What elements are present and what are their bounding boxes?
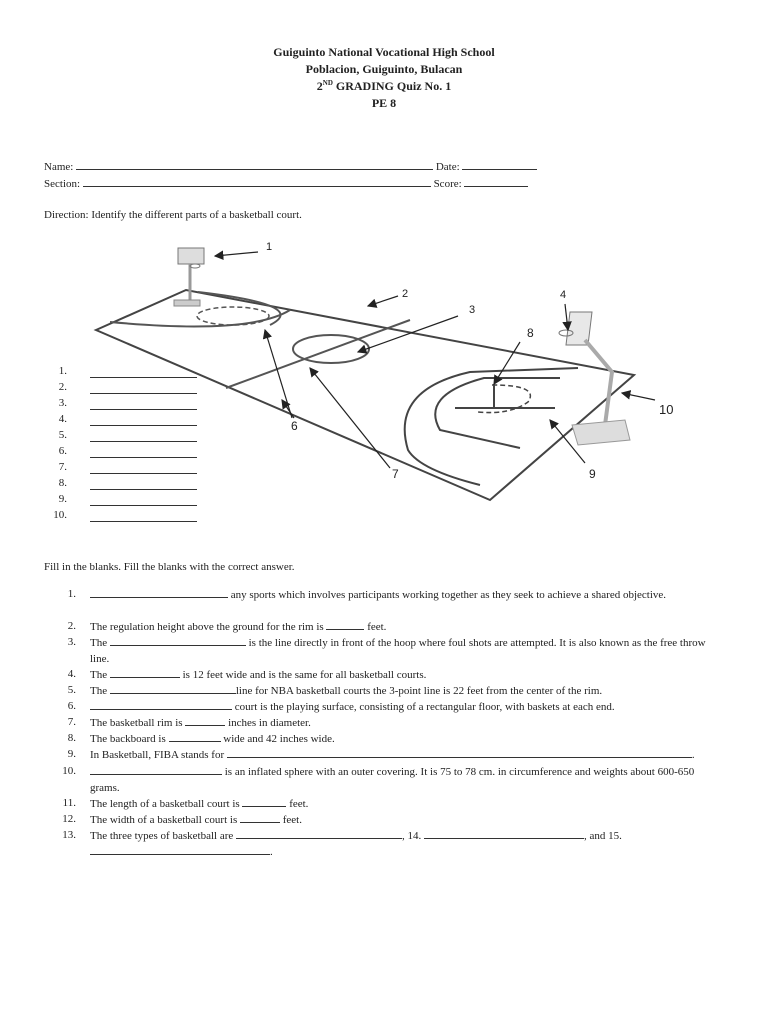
score-field[interactable] [464, 177, 528, 187]
quiz-sup: ND [322, 79, 333, 87]
quiz-title [0, 79, 768, 94]
direction-text: Direction: Identify the different parts of a basketball court. [44, 209, 302, 221]
q12-blank[interactable] [240, 813, 280, 823]
diagram-label-4: 4 [560, 289, 567, 301]
name-field[interactable] [76, 160, 433, 170]
diagram-label-6: 6 [291, 419, 298, 433]
q5-num: 5. [67, 684, 76, 696]
answer-blank-8[interactable] [90, 480, 197, 490]
q10-num: 10. [62, 765, 76, 777]
quiz-prefix: 2 [316, 79, 323, 93]
q13-text-a: The three types of basketball are [90, 830, 236, 842]
answer-blank-3[interactable] [90, 400, 197, 410]
school-name: Guiguinto National Vocational High School [273, 45, 495, 59]
q7-text-a: The basketball rim is [90, 717, 186, 729]
subject-title: PE 8 [371, 96, 397, 110]
answer-blank-6[interactable] [90, 448, 197, 458]
q13-blank[interactable] [236, 829, 402, 839]
q2-blank[interactable] [326, 620, 364, 630]
answer-blank-9[interactable] [90, 496, 197, 506]
left-backboard [178, 248, 204, 264]
q8-num: 8. [67, 732, 76, 744]
q3 [90, 636, 715, 667]
arrow-10 [622, 393, 655, 400]
q4-num: 4. [67, 668, 76, 680]
q10-text-b: is an inflated sphere with an outer covering. It is 75 to 78 cm. in circumference and weights about 600-650 grams. [90, 766, 695, 794]
answer-blank-7[interactable] [90, 464, 197, 474]
q5-text-a: The [90, 685, 110, 697]
diagram-label-8: 8 [527, 326, 534, 340]
q1-num: 1. [67, 588, 76, 600]
date-label: Date: [435, 161, 460, 173]
section-label: Section: [44, 178, 81, 190]
q11-blank[interactable] [242, 797, 286, 807]
q7-num: 7. [67, 716, 76, 728]
diagram-label-1: 1 [266, 241, 273, 253]
q5-blank[interactable] [110, 684, 236, 694]
q15-end: . [270, 846, 273, 858]
right-base [572, 420, 630, 445]
answer-num-7: 7. [58, 461, 67, 473]
q5-text-b: line for NBA basketball courts the 3-point line is 22 feet from the center of the rim. [235, 685, 603, 697]
left-base [174, 300, 200, 306]
q5 [90, 684, 715, 700]
answer-blank-5[interactable] [90, 432, 197, 442]
answer-num-2: 2. [58, 381, 67, 393]
q4-blank[interactable] [110, 668, 180, 678]
q3-text-b: is the line directly in front of the hoop where foul shots are attempted. It is also known as the free throw line. [90, 637, 706, 665]
right-backboard [566, 312, 592, 345]
q6 [90, 700, 715, 716]
answer-num-5: 5. [58, 429, 67, 441]
q11 [90, 797, 715, 813]
q13-text-c: , and 15. [584, 830, 622, 842]
answer-blank-4[interactable] [90, 416, 197, 426]
q6-num: 6. [67, 700, 76, 712]
q6-blank[interactable] [90, 700, 232, 710]
q11-num: 11. [62, 797, 76, 809]
q8-blank[interactable] [169, 732, 221, 742]
q12-num: 12. [62, 813, 76, 825]
q12-text-a: The width of a basketball court is [90, 814, 240, 826]
q1 [90, 588, 715, 604]
arrow-4 [565, 304, 568, 330]
q3-blank[interactable] [110, 636, 246, 646]
q4-text-b: is 12 feet wide and is the same for all basketball courts. [179, 669, 427, 681]
answer-blank-10[interactable] [90, 512, 197, 522]
answer-num-10: 10. [53, 509, 67, 521]
fill-instruction: Fill in the blanks. Fill the blanks with the correct answer. [44, 561, 295, 573]
q10 [90, 765, 715, 796]
q9-num: 9. [67, 748, 76, 760]
arrow-2 [368, 296, 398, 306]
quiz-rest: GRADING Quiz No. 1 [332, 79, 452, 93]
q15-row [90, 845, 715, 861]
section-field[interactable] [83, 177, 431, 187]
diagram-label-3: 3 [469, 304, 476, 316]
diagram-label-9: 9 [589, 467, 596, 481]
q11-text-b: feet. [286, 798, 309, 810]
q3-text-a: The [90, 637, 110, 649]
q13 [90, 829, 715, 845]
q2-text-b: feet. [364, 621, 387, 633]
diagram-label-10: 10 [659, 402, 674, 417]
q9-text-b: . [691, 749, 695, 761]
q2-text-a: The regulation height above the ground for the rim is [90, 621, 327, 633]
q9 [90, 748, 715, 764]
answer-blank-2[interactable] [90, 384, 197, 394]
q1-blank[interactable] [90, 588, 228, 598]
q7-blank[interactable] [185, 716, 225, 726]
answer-num-1: 1. [58, 365, 67, 377]
q4-text-a: The [90, 669, 110, 681]
q2 [90, 620, 715, 636]
diagram-label-7: 7 [392, 467, 399, 481]
q8 [90, 732, 715, 748]
q15-blank[interactable] [90, 845, 270, 855]
q3-num: 3. [67, 636, 76, 648]
answer-num-6: 6. [58, 445, 67, 457]
q4 [90, 668, 715, 684]
name-row [44, 160, 537, 173]
q8-text-a: The backboard is [90, 733, 169, 745]
answer-num-3: 3. [58, 397, 67, 409]
q12 [90, 813, 715, 829]
answer-blank-1[interactable] [90, 368, 197, 378]
name-label: Name: [44, 161, 74, 173]
diagram-label-2: 2 [402, 288, 409, 300]
school-address: Poblacion, Guiguinto, Bulacan [305, 62, 463, 76]
answer-num-9: 9. [58, 493, 67, 505]
q13-text-b: , 14. [402, 830, 424, 842]
q10-blank[interactable] [90, 765, 222, 775]
q9-blank[interactable] [227, 748, 692, 758]
score-label: Score: [433, 178, 462, 190]
answer-num-8: 8. [58, 477, 67, 489]
q2-num: 2. [67, 620, 76, 632]
q9-text-a: In Basketball, FIBA stands for [90, 749, 227, 761]
q1-text: any sports which involves participants working together as they seek to achieve a shared objective. [228, 589, 667, 601]
arrow-1 [215, 252, 258, 256]
q14-blank[interactable] [424, 829, 584, 839]
section-row [44, 177, 528, 190]
q6-text-b: court is the playing surface, consisting of a rectangular floor, with baskets at each end. [232, 701, 615, 713]
answer-num-4: 4. [58, 413, 67, 425]
q7-text-b: inches in diameter. [225, 717, 311, 729]
q7 [90, 716, 715, 732]
q13-num: 13. [62, 829, 76, 841]
q11-text-a: The length of a basketball court is [90, 798, 243, 810]
date-field[interactable] [462, 160, 537, 170]
q8-text-b: wide and 42 inches wide. [220, 733, 335, 745]
q12-text-b: feet. [280, 814, 302, 826]
